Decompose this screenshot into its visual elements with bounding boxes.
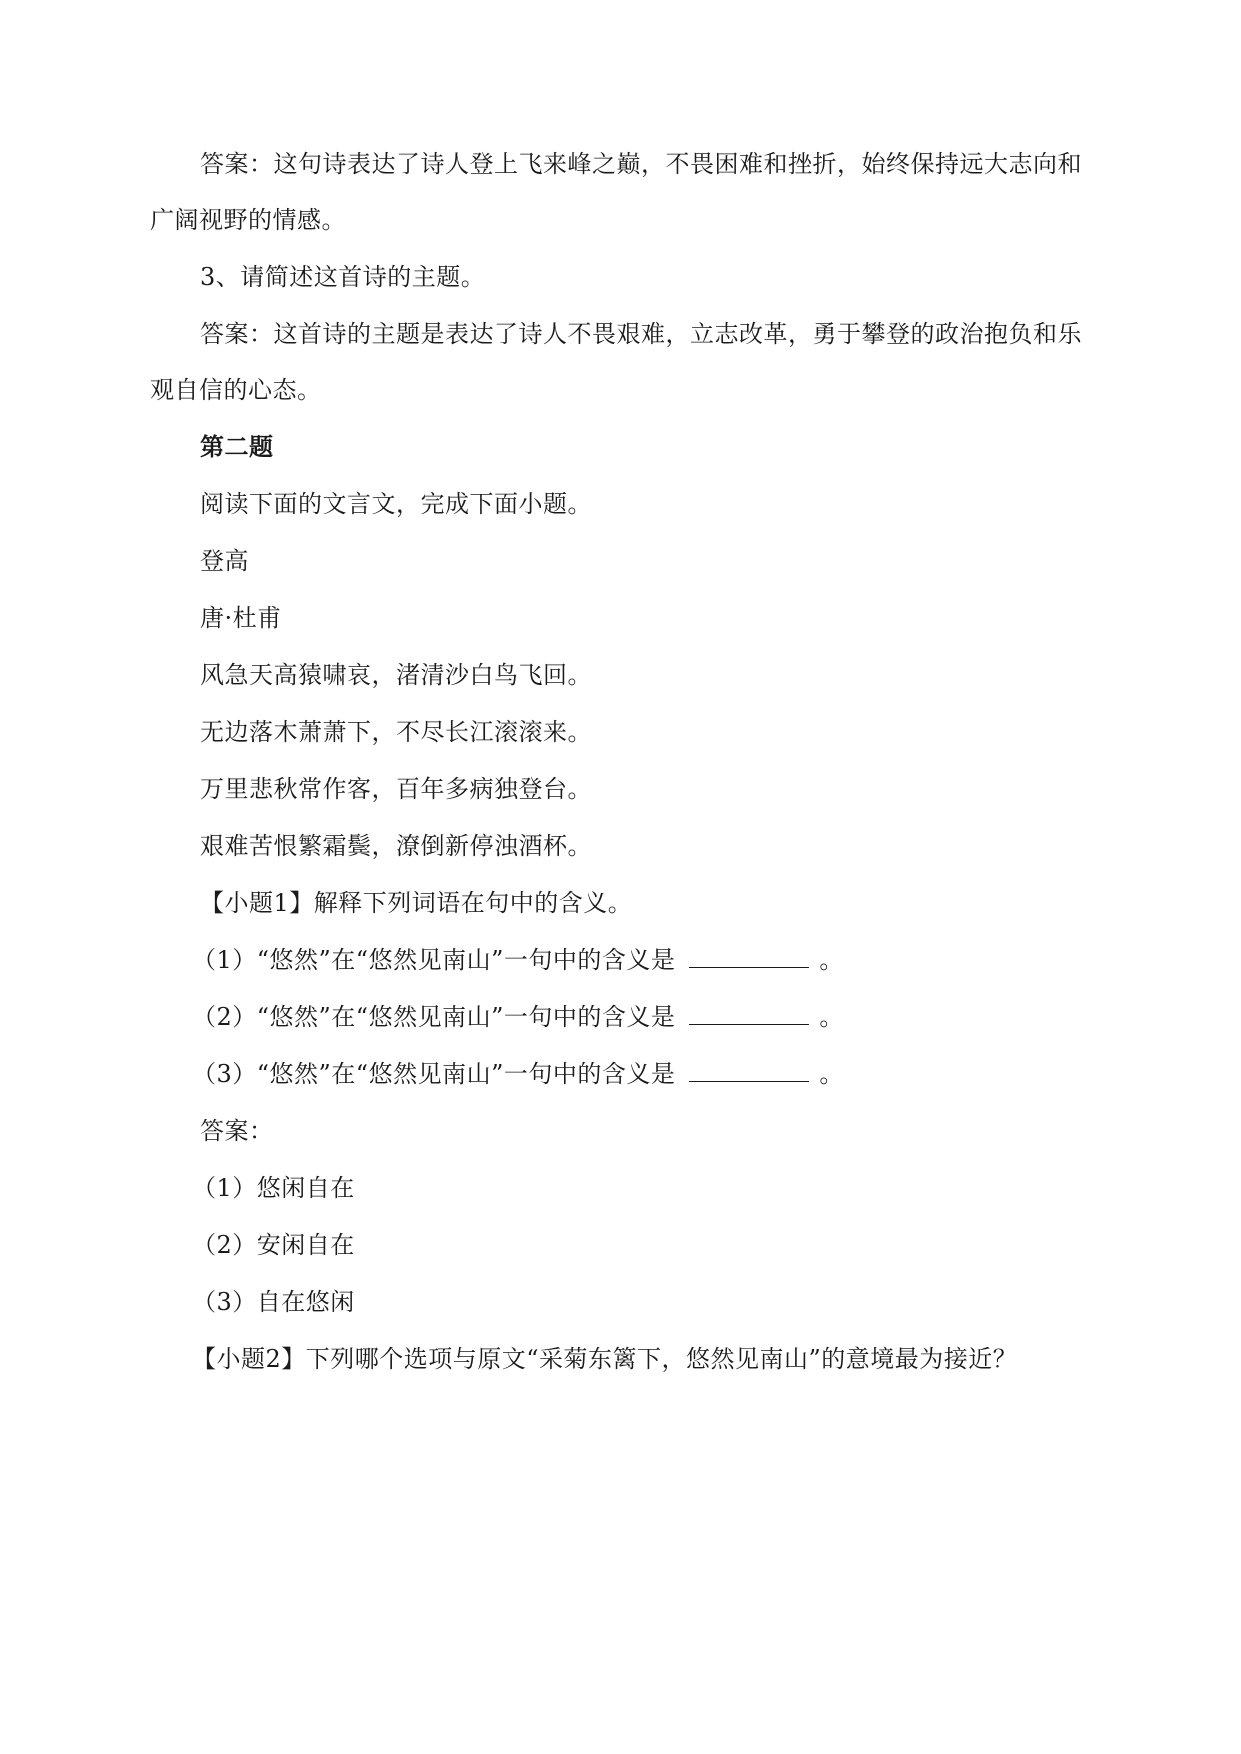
poem-author: 唐·杜甫 [200, 604, 282, 632]
answer-label: 答案： [200, 1117, 274, 1145]
subquestion-2-title: 【小题2】下列哪个选项与原文“采菊东篱下，悠然见南山”的意境最为接近？ [192, 1345, 1018, 1373]
poem-line: 万里悲秋常作客，百年多病独登台。 [200, 775, 592, 803]
item-text: （2）“悠然”在“悠然见南山”一句中的含义是 [192, 1003, 676, 1031]
subquestion-1-item [192, 1001, 844, 1033]
poem-line: 风急天高猿啸哀，渚清沙白鸟飞回。 [200, 661, 592, 689]
answer-item: （2）安闲自在 [192, 1231, 355, 1259]
answer-3-line2: 观自信的心态。 [150, 376, 322, 404]
answer-3-line1: 答案：这首诗的主题是表达了诗人不畏艰难，立志改革，勇于攀登的政治抱负和乐 [200, 320, 1082, 348]
question-3: 3、请简述这首诗的主题。 [200, 263, 486, 291]
answer-blank[interactable] [689, 949, 809, 968]
item-text: （3）“悠然”在“悠然见南山”一句中的含义是 [192, 1060, 676, 1088]
answer-blank[interactable] [689, 1006, 809, 1025]
poem-title: 登高 [200, 547, 249, 575]
subquestion-1-title: 【小题1】解释下列词语在句中的含义。 [200, 889, 633, 917]
item-text: （1）“悠然”在“悠然见南山”一句中的含义是 [192, 946, 676, 974]
answer-2-line1: 答案：这句诗表达了诗人登上飞来峰之巅，不畏困难和挫折，始终保持远大志向和 [200, 150, 1082, 178]
section-heading: 第二题 [200, 432, 274, 461]
item-end: 。 [819, 946, 844, 974]
answer-item: （1）悠闲自在 [192, 1174, 355, 1202]
answer-item: （3）自在悠闲 [192, 1288, 355, 1316]
answer-blank[interactable] [689, 1063, 809, 1082]
poem-line: 艰难苦恨繁霜鬓，潦倒新停浊酒杯。 [200, 832, 592, 860]
instruction: 阅读下面的文言文，完成下面小题。 [200, 490, 592, 518]
poem-line: 无边落木萧萧下，不尽长江滚滚来。 [200, 718, 592, 746]
subquestion-1-item [192, 944, 844, 976]
item-end: 。 [819, 1003, 844, 1031]
item-end: 。 [819, 1060, 844, 1088]
answer-2-line2: 广阔视野的情感。 [150, 206, 346, 234]
subquestion-1-item [192, 1058, 844, 1090]
